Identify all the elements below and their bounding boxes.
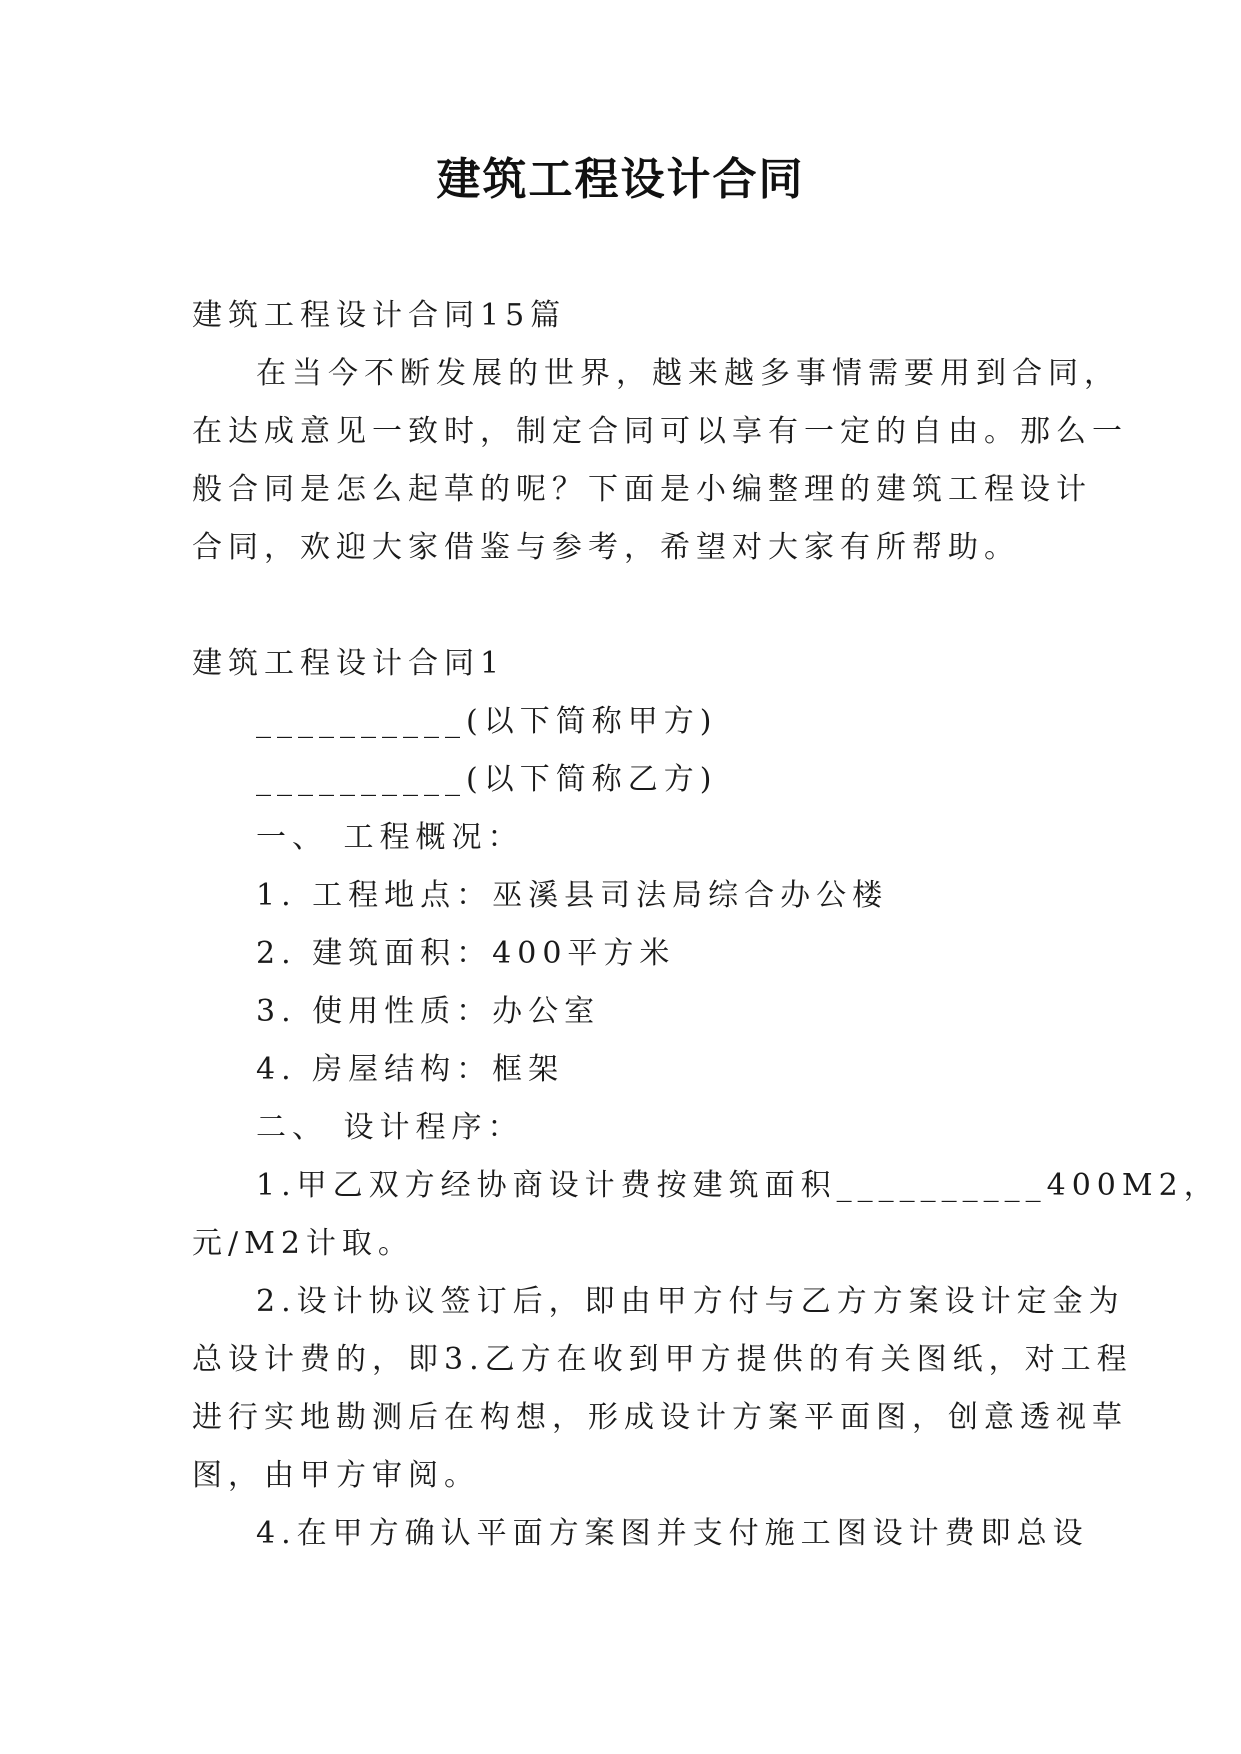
- clause-item: 1. 工程地点：巫溪县司法局综合办公楼: [256, 878, 889, 913]
- party-a-line: __________(以下简称甲方): [256, 704, 718, 739]
- paragraph-line: 进行实地勘测后在构想，形成设计方案平面图，创意透视草: [192, 1400, 1128, 1435]
- paragraph-line: 2.设计协议签订后，即由甲方付与乙方方案设计定金为: [256, 1284, 1125, 1319]
- subtitle-line: 建筑工程设计合同15篇: [192, 298, 567, 333]
- paragraph-line: 元/M2计取。: [192, 1226, 414, 1261]
- clause-item: 3. 使用性质：办公室: [256, 994, 601, 1029]
- paragraph-line: 图，由甲方审阅。: [192, 1458, 480, 1493]
- intro-line-3: 般合同是怎么起草的呢？下面是小编整理的建筑工程设计: [192, 472, 1092, 507]
- intro-line-4: 合同，欢迎大家借鉴与参考，希望对大家有所帮助。: [192, 530, 1020, 565]
- paragraph-line: 1.甲乙双方经协商设计费按建筑面积__________400M2，: [256, 1168, 1220, 1203]
- clause-heading-2: 二、 设计程序：: [256, 1110, 524, 1145]
- intro-line-2: 在达成意见一致时，制定合同可以享有一定的自由。那么一: [192, 414, 1128, 449]
- clause-item: 2. 建筑面积：400平方米: [256, 936, 676, 971]
- paragraph-line: 4.在甲方确认平面方案图并支付施工图设计费即总设: [256, 1516, 1089, 1551]
- clause-item: 4. 房屋结构：框架: [256, 1052, 565, 1087]
- clause-heading-1: 一、 工程概况：: [256, 820, 524, 855]
- paragraph-line: 总设计费的，即3.乙方在收到甲方提供的有关图纸，对工程: [192, 1342, 1133, 1377]
- intro-line-1: 在当今不断发展的世界，越来越多事情需要用到合同，: [256, 356, 1120, 391]
- section-heading: 建筑工程设计合同1: [192, 646, 506, 681]
- party-b-line: __________(以下简称乙方): [256, 762, 718, 797]
- document-title: 建筑工程设计合同: [436, 154, 805, 205]
